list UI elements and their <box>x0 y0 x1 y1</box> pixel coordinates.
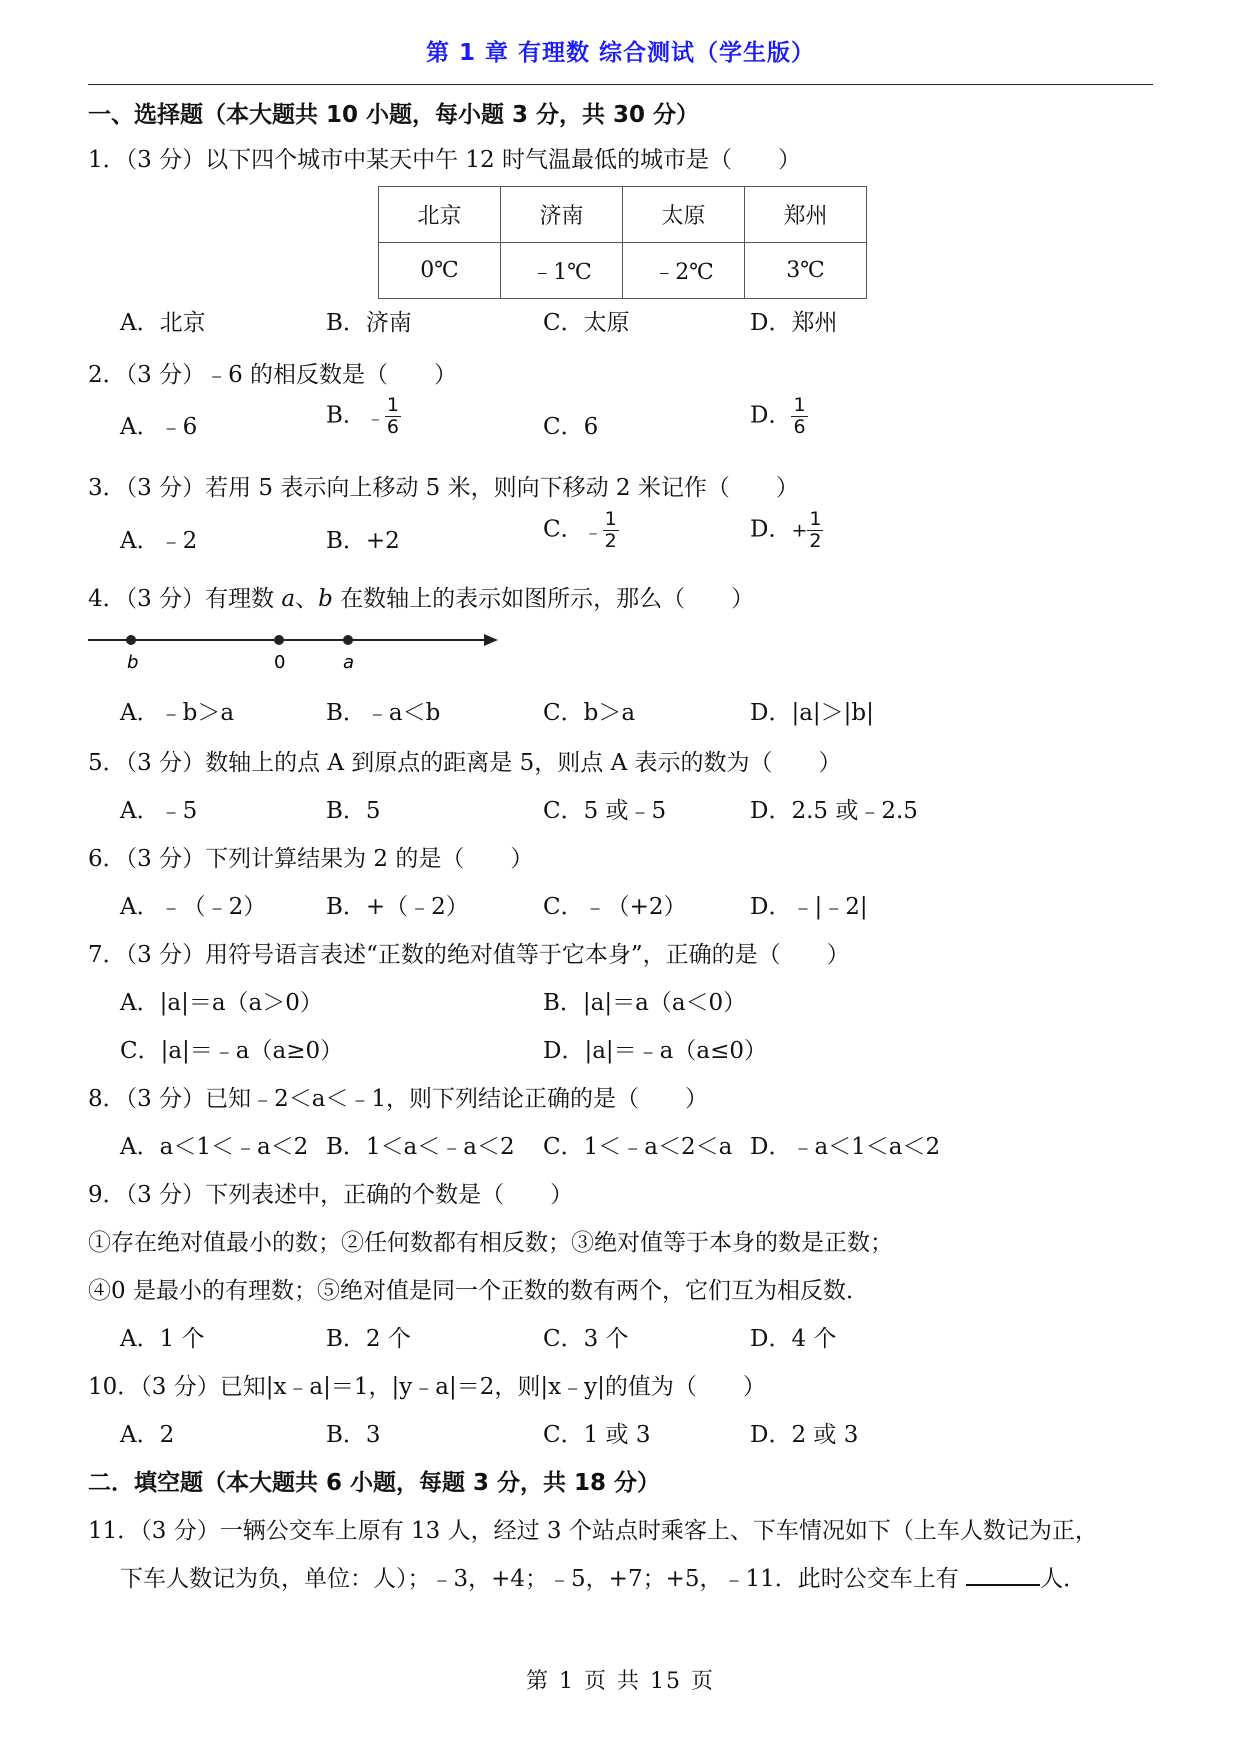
question-1-options <box>120 304 1120 344</box>
option-b[interactable]: B．3 <box>326 1422 381 1448</box>
table-cell: 济南 <box>501 187 623 243</box>
fraction: $\frac{1}{6}$ <box>793 394 806 438</box>
option-c[interactable]: C．1＜﹣a＜2＜a <box>543 1134 733 1160</box>
option-a[interactable]: A．1 个 <box>120 1326 205 1352</box>
option-d[interactable]: D．|a|＝﹣a（a≤0） <box>543 1038 767 1064</box>
point-b <box>126 635 136 645</box>
question-2-stem: 2．（3 分）﹣6 的相反数是（ ） <box>88 362 458 388</box>
question-9-options <box>120 1320 1120 1360</box>
option-d[interactable]: D．4 个 <box>750 1326 837 1352</box>
point-0 <box>274 635 284 645</box>
option-b[interactable]: B．|a|＝a（a＜0） <box>543 990 747 1016</box>
question-7-options-row1 <box>120 984 1120 1024</box>
title-divider <box>88 84 1153 85</box>
question-8-options <box>120 1128 1120 1168</box>
option-b[interactable]: B．+2 <box>326 528 400 554</box>
axis-label-a: a <box>343 652 355 673</box>
option-c[interactable]: C．太原 <box>543 310 630 336</box>
table-value-row <box>379 243 867 299</box>
option-c[interactable]: C．|a|＝﹣a（a≥0） <box>120 1038 344 1064</box>
table-cell: ﹣2℃ <box>623 243 745 299</box>
question-9-statements-2: ④0 是最小的有理数；⑤绝对值是同一个正数的数有两个，它们互为相反数． <box>88 1278 869 1304</box>
question-3-options <box>120 508 1120 554</box>
option-d[interactable]: D．2.5 或﹣2.5 <box>750 798 918 824</box>
axis-label-b: b <box>127 652 139 673</box>
table-header-row <box>379 187 867 243</box>
table-cell: 太原 <box>623 187 745 243</box>
question-4-options <box>120 694 1120 734</box>
question-8-stem: 8．（3 分）已知﹣2＜a＜﹣1，则下列结论正确的是（ ） <box>88 1086 709 1112</box>
question-7-stem: 7．（3 分）用符号语言表述“正数的绝对值等于它本身”，正确的是（ ） <box>88 942 850 968</box>
option-b[interactable]: B．﹣a＜b <box>326 700 441 726</box>
option-a[interactable]: A．|a|＝a（a＞0） <box>120 990 323 1016</box>
table-cell: 北京 <box>379 187 501 243</box>
option-a[interactable]: A．2 <box>120 1422 175 1448</box>
option-c[interactable]: C．﹣ $\frac{1}{2}$ <box>543 508 617 552</box>
table-cell: 郑州 <box>745 187 867 243</box>
question-9-stem: 9．（3 分）下列表述中，正确的个数是（ ） <box>88 1182 574 1208</box>
option-a[interactable]: A．﹣b＞a <box>120 700 235 726</box>
section-heading-choice: 一、选择题（本大题共 10 小题，每小题 3 分，共 30 分） <box>88 102 700 128</box>
option-d[interactable]: D．2 或 3 <box>750 1422 859 1448</box>
question-6-stem: 6．（3 分）下列计算结果为 2 的是（ ） <box>88 846 534 872</box>
option-d[interactable]: D． $\frac{1}{6}$ <box>750 394 806 438</box>
option-c[interactable]: C．6 <box>543 414 599 440</box>
option-c[interactable]: C．1 或 3 <box>543 1422 651 1448</box>
option-b[interactable]: B．﹣ $\frac{1}{6}$ <box>326 394 400 438</box>
option-c[interactable]: C．5 或﹣5 <box>543 798 667 824</box>
option-b[interactable]: B．+（﹣2） <box>326 894 469 920</box>
question-4-stem: 4．（3 分）有理数 a、b 在数轴上的表示如图所示，那么（ ） <box>88 586 755 612</box>
number-line-figure <box>86 628 506 674</box>
question-6-options <box>120 888 1120 928</box>
option-b[interactable]: B．济南 <box>326 310 412 336</box>
option-d[interactable]: D．|a|＞|b| <box>750 700 874 726</box>
option-a[interactable]: A．北京 <box>120 310 206 336</box>
question-5-stem: 5．（3 分）数轴上的点 A 到原点的距离是 5，则点 A 表示的数为（ ） <box>88 750 842 776</box>
temperature-table <box>378 186 867 299</box>
option-a[interactable]: A．﹣2 <box>120 528 198 554</box>
option-c[interactable]: C．b＞a <box>543 700 636 726</box>
question-5-options <box>120 792 1120 832</box>
option-a[interactable]: A．a＜1＜﹣a＜2 <box>120 1134 309 1160</box>
question-1-stem: 1．（3 分）以下四个城市中某天中午 12 时气温最低的城市是（ ） <box>88 147 801 173</box>
option-d[interactable]: D．+ $\frac{1}{2}$ <box>750 508 822 552</box>
question-3-stem: 3．（3 分）若用 5 表示向上移动 5 米，则向下移动 2 米记作（ ） <box>88 475 799 501</box>
section-heading-fill-in: 二．填空题（本大题共 6 小题，每题 3 分，共 18 分） <box>88 1470 661 1496</box>
option-a[interactable]: A．﹣6 <box>120 414 198 440</box>
option-d[interactable]: D．﹣a＜1＜a＜2 <box>750 1134 941 1160</box>
page-title: 第 1 章 有理数 综合测试（学生版） <box>425 40 816 66</box>
table-cell: ﹣1℃ <box>501 243 623 299</box>
option-c[interactable]: C．3 个 <box>543 1326 629 1352</box>
table-cell: 3℃ <box>745 243 867 299</box>
table-cell: 0℃ <box>379 243 501 299</box>
question-11-stem-line2: 下车人数记为负，单位：人）；﹣3，+4；﹣5，+7；+5，﹣11．此时公交车上有 人． <box>120 1560 1086 1593</box>
option-b[interactable]: B．2 个 <box>326 1326 411 1352</box>
option-c[interactable]: C．﹣（+2） <box>543 894 687 920</box>
question-11-stem-line1: 11．（3 分）一辆公交车上原有 13 人，经过 3 个站点时乘客上、下车情况如下（上车人数记为正， <box>88 1518 1098 1544</box>
option-a[interactable]: A．﹣5 <box>120 798 198 824</box>
question-10-options <box>120 1416 1120 1456</box>
option-d[interactable]: D．﹣|﹣2| <box>750 894 868 920</box>
question-10-stem: 10．（3 分）已知|x﹣a|＝1，|y﹣a|＝2，则|x﹣y|的值为（ ） <box>88 1374 766 1400</box>
option-a[interactable]: A．﹣（﹣2） <box>120 894 267 920</box>
point-a <box>343 635 353 645</box>
option-b[interactable]: B．5 <box>326 798 381 824</box>
fraction: $\frac{1}{2}$ <box>604 508 617 552</box>
fraction: $\frac{1}{2}$ <box>809 508 822 552</box>
axis-label-0: 0 <box>274 652 286 673</box>
question-7-options-row2 <box>120 1032 1120 1072</box>
option-b[interactable]: B．1＜a＜﹣a＜2 <box>326 1134 515 1160</box>
option-d[interactable]: D．郑州 <box>750 310 838 336</box>
page-footer: 第 1 页 共 15 页 <box>526 1669 715 1694</box>
answer-blank[interactable] <box>966 1562 1040 1586</box>
fraction: $\frac{1}{6}$ <box>386 394 400 438</box>
question-9-statements-1: ①存在绝对值最小的数；②任何数都有相反数；③绝对值等于本身的数是正数； <box>88 1230 893 1256</box>
arrow-head-icon <box>484 634 498 646</box>
question-2-options <box>120 394 1120 440</box>
